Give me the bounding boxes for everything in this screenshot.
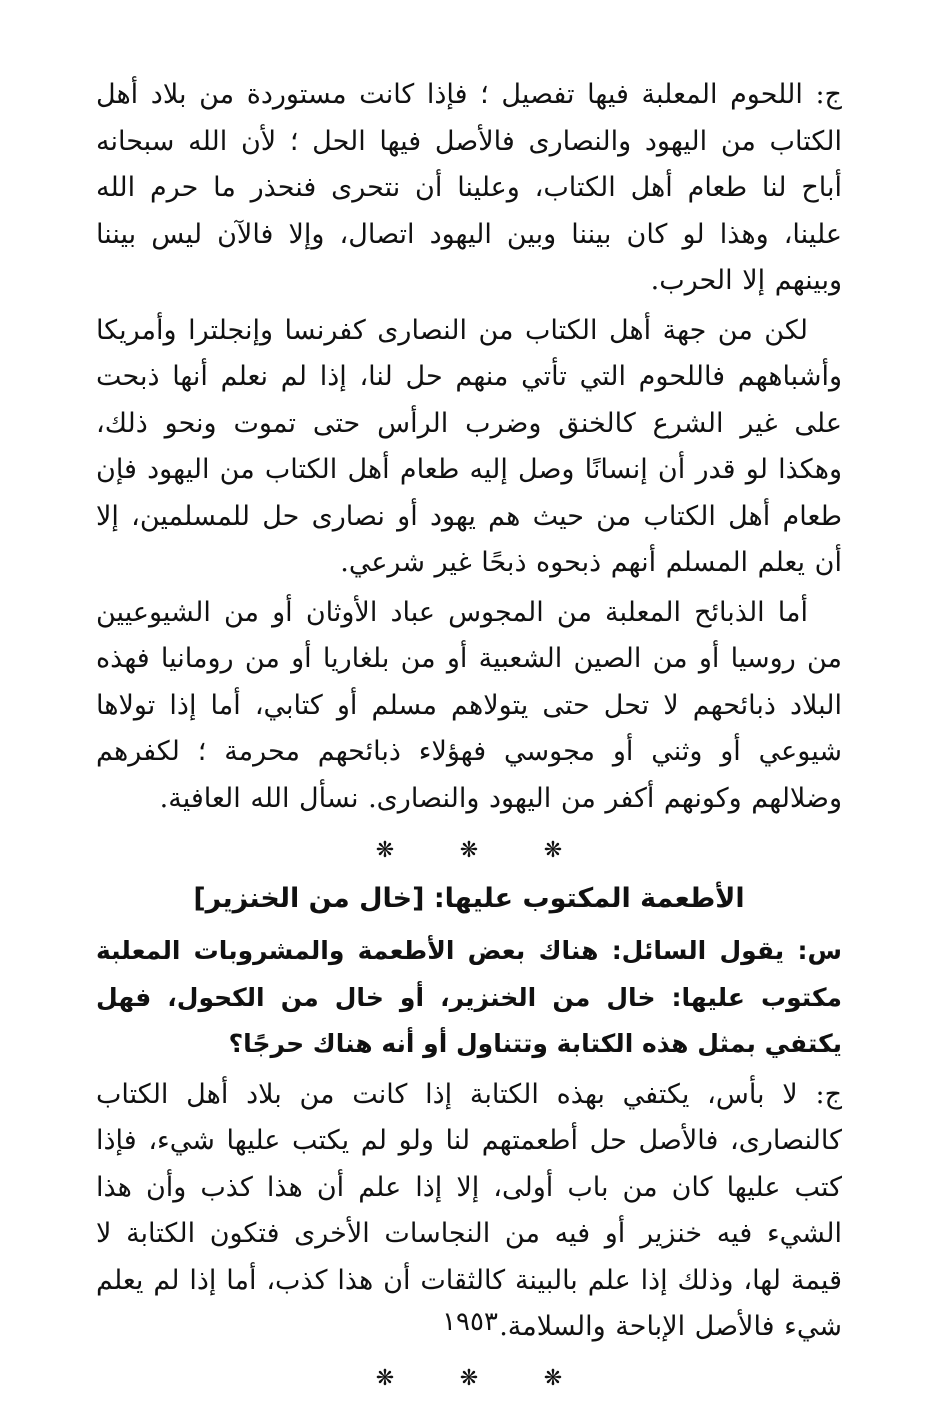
page-number: ١٩٥٣ [442,1307,498,1337]
paragraph-christian-meat: لكن من جهة أهل الكتاب من النصارى كفرنسا وإنجلترا وأمريكا وأشباههم فاللحوم التي تأتي منهم حل لنا، إذا لم نعلم أنها ذبحت على غير الشرع كالخنق وضرب الرأس حتى تموت ونحو ذلك، وهكذا لو قدر أن إنسانًا وصل إليه طعام أهل الكتاب من اليهود فإن طعام أهل الكتاب من حيث هم يهود أو نصارى حل للمسلمين، إلا أن يعلم المسلم أنهم ذبحوه ذبحًا غير شرعي. [96,314,842,578]
answer-text: لا بأس، يكتفي بهذه الكتابة إذا كانت من بلاد أهل الكتاب كالنصارى، فالأصل حل أطعمتهم لنا ولو لم يكتب عليها شيء، فإذا كتب عليها كان من باب أولى، إلا إذا علم أن هذا كذب وأن هذا الشيء فيه خنزير أو فيه من النجاسات الأخرى فتكون الكتابة لا قيمة لها، وذلك إذا علم بالبينة كالثقات أن هذا كذب، أما إذا لم يعلم شيء فالأصل الإباحة والسلامة. [96,1078,842,1342]
answer-paragraph-1 [96,72,842,305]
separator-star: ❋ [543,1366,563,1391]
answer-label: ج: [815,1078,842,1110]
question-paragraph [96,928,842,1068]
answer-text: اللحوم المعلبة فيها تفصيل ؛ فإذا كانت مستوردة من بلاد أهل الكتاب من اليهود والنصارى فالأصل فيها الحل ؛ لأن الله سبحانه أباح لنا طعام أهل الكتاب، وعلينا أن نتحرى فنحذر ما حرم الله علينا، وهذا لو كان بيننا وبين اليهود اتصال، وإلا فالآن ليس بيننا وبينهم إلا الحرب. [96,79,842,296]
section-separator [96,1357,842,1401]
separator-star: ❋ [375,1366,395,1391]
separator-star: ❋ [459,1366,479,1391]
page-body [96,72,842,1403]
section-title: الأطعمة المكتوب عليها: [خال من الخنزير] [193,883,745,914]
separator-star: ❋ [375,837,395,863]
separator-star: ❋ [543,837,563,863]
question-text: يقول السائل: هناك بعض الأطعمة والمشروبات المعلبة مكتوب عليها: خال من الخنزير، أو خال من الكحول، فهل يكتفي بمثل هذه الكتابة وتتناول أو أنه هناك حرجًا؟ [96,936,842,1058]
question-label: س: [797,936,842,965]
section-separator [96,828,842,872]
answer-label: ج: [815,79,842,110]
separator-star: ❋ [459,837,479,863]
paragraph-magian-meat: أما الذبائح المعلبة من المجوس عباد الأوثان أو من الشيوعيين من روسيا أو من الصين الشعبية أو من بلغاريا أو من رومانيا فهذه البلاد ذبائحهم لا تحل حتى يتولاهم مسلم أو كتابي، أما إذا تولاها شيوعي أو وثني أو مجوسي فهؤلاء ذبائحهم محرمة ؛ لكفرهم وضلالهم وكونهم أكفر من اليهود والنصارى. نسأل الله العافية. [96,596,842,814]
